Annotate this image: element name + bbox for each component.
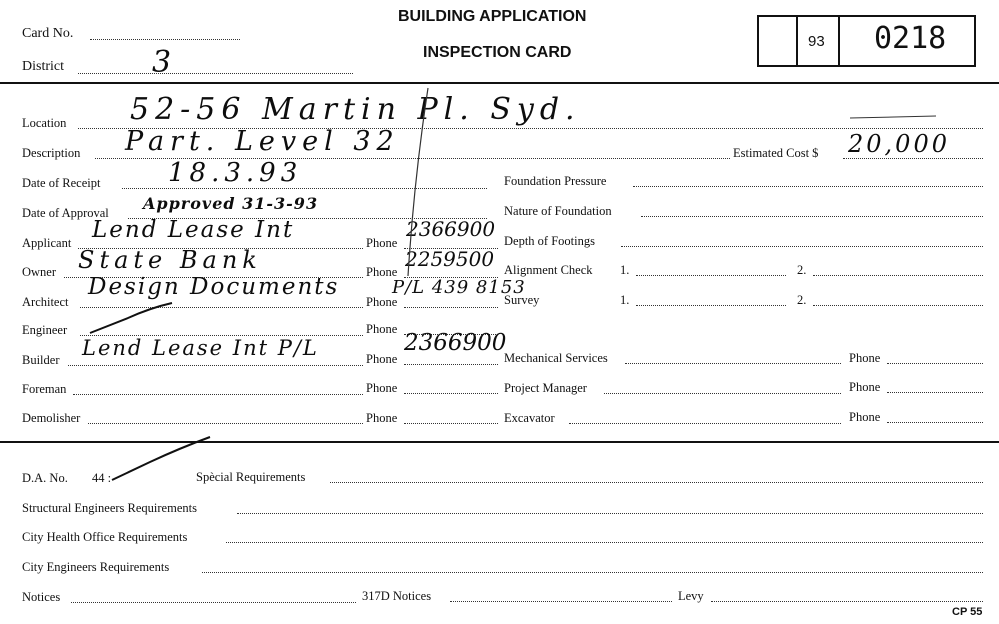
location-value: 52-56 Martin Pl. Syd.	[130, 92, 581, 127]
form-title-line2: INSPECTION CARD	[423, 44, 572, 61]
builder-label: Builder	[22, 353, 60, 367]
foreman-label: Foreman	[22, 382, 67, 396]
demolisher-phone-label: Phone	[366, 411, 398, 425]
architect-label: Architect	[22, 295, 69, 309]
description-value: Part. Level 32	[125, 126, 400, 157]
owner-value: State Bank	[78, 246, 262, 274]
da-pen-stroke	[112, 437, 210, 480]
health-label: City Health Office Requirements	[22, 530, 188, 544]
owner-phone-value: 2259500	[405, 247, 495, 271]
card-number: 0218	[874, 21, 947, 56]
foundation-pressure-label: Foundation Pressure	[504, 174, 607, 188]
owner-phone-label: Phone	[366, 265, 398, 279]
engineer-phone-label: Phone	[366, 322, 398, 336]
description-label: Description	[22, 146, 81, 160]
card-no-label: Card No.	[22, 26, 74, 41]
project-manager-label: Project Manager	[504, 381, 587, 395]
district-label: District	[22, 59, 64, 74]
depth-footings-label: Depth of Footings	[504, 234, 595, 248]
nature-foundation-label: Nature of Foundation	[504, 204, 612, 218]
foreman-phone-label: Phone	[366, 381, 398, 395]
applicant-label: Applicant	[22, 236, 72, 250]
location-label: Location	[22, 116, 67, 130]
vertical-pen-stroke	[408, 88, 428, 276]
date-approval-label: Date of Approval	[22, 206, 109, 220]
district-value: 3	[152, 45, 175, 80]
special-requirements-label: Spècial Requirements	[196, 470, 306, 484]
alignment-check-label: Alignment Check	[504, 263, 593, 277]
date-receipt-label: Date of Receipt	[22, 176, 101, 190]
form-code: CP 55	[952, 606, 983, 618]
alignment-check-1-label: 1.	[620, 263, 630, 277]
applicant-phone-label: Phone	[366, 236, 398, 250]
da-no-prefix: 44 :	[92, 471, 112, 485]
form-title-line1: BUILDING APPLICATION	[398, 8, 587, 25]
mechanical-services-label: Mechanical Services	[504, 351, 608, 365]
project-manager-phone-label: Phone	[849, 380, 881, 394]
date-receipt-value: 18.3.93	[168, 158, 303, 188]
builder-phone-label: Phone	[366, 352, 398, 366]
applicant-value: Lend Lease Int	[92, 217, 295, 243]
notices-label: Notices	[22, 590, 61, 604]
excavator-label: Excavator	[504, 411, 555, 425]
estimated-cost-label: Estimated Cost $	[733, 146, 819, 160]
city-engineers-label: City Engineers Requirements	[22, 560, 170, 574]
applicant-phone-value: 2366900	[406, 217, 496, 241]
card-prefix: 93	[808, 33, 825, 50]
owner-label: Owner	[22, 265, 57, 279]
alignment-check-2-label: 2.	[797, 263, 807, 277]
engineer-pen-stroke	[90, 303, 172, 333]
demolisher-label: Demolisher	[22, 411, 81, 425]
builder-phone-value: 2366900	[404, 330, 507, 356]
survey-2-label: 2.	[797, 293, 807, 307]
notices-317d-label: 317D Notices	[362, 589, 432, 603]
architect-value: Design Documents	[88, 274, 340, 300]
survey-label: Survey	[504, 293, 540, 307]
architect-phone-value: P/L 439 8153	[392, 277, 526, 298]
date-approval-value: Approved 31-3-93	[143, 194, 319, 213]
levy-label: Levy	[678, 589, 704, 603]
excavator-phone-label: Phone	[849, 410, 881, 424]
engineer-label: Engineer	[22, 323, 68, 337]
survey-1-label: 1.	[620, 293, 630, 307]
cost-pen-stroke	[850, 116, 936, 118]
mechanical-phone-label: Phone	[849, 351, 881, 365]
estimated-cost-value: 20,000	[848, 130, 950, 158]
architect-phone-label: Phone	[366, 295, 398, 309]
structural-label: Structural Engineers Requirements	[22, 501, 197, 515]
da-no-label: D.A. No.	[22, 471, 68, 485]
builder-value: Lend Lease Int P/L	[82, 336, 319, 360]
